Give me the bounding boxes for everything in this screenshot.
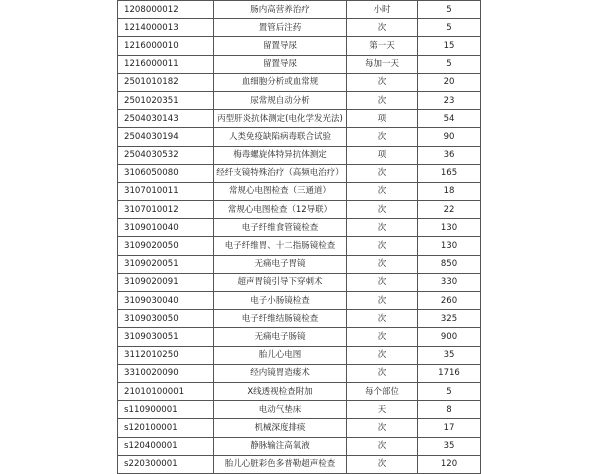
item-code-cell: 3310020090 <box>118 364 214 382</box>
table-row <box>118 255 481 273</box>
table-row <box>118 182 481 200</box>
unit-cell: 次 <box>347 237 418 255</box>
item-name-cell: 电子纤维结肠镜检查 <box>214 310 347 328</box>
item-name-cell: 梅毒螺旋体特异抗体测定 <box>214 146 347 164</box>
item-code-cell: s120400001 <box>118 437 214 455</box>
item-name-cell: 常规心电图检查（三通道） <box>214 182 347 200</box>
price-cell: 20 <box>418 73 481 91</box>
item-code-cell: 3109020051 <box>118 255 214 273</box>
item-name-cell: 常规心电图检查（12导联） <box>214 201 347 219</box>
unit-cell: 次 <box>347 292 418 310</box>
unit-cell: 项 <box>347 110 418 128</box>
item-code-cell: 3112010250 <box>118 346 214 364</box>
item-name-cell: 电动气垫床 <box>214 401 347 419</box>
item-name-cell: 经内镜胃造瘘术 <box>214 364 347 382</box>
price-cell: 15 <box>418 37 481 55</box>
price-cell: 8 <box>418 401 481 419</box>
unit-cell: 第一天 <box>347 37 418 55</box>
unit-cell: 次 <box>347 437 418 455</box>
table-row <box>118 401 481 419</box>
item-name-cell: 无痛电子胃镜 <box>214 255 347 273</box>
price-cell: 330 <box>418 273 481 291</box>
table-row <box>118 455 481 473</box>
price-cell: 35 <box>418 437 481 455</box>
item-name-cell: 肠内高营养治疗 <box>214 1 347 19</box>
table-row <box>118 146 481 164</box>
price-cell: 260 <box>418 292 481 310</box>
price-cell: 5 <box>418 55 481 73</box>
item-code-cell: 3109030051 <box>118 328 214 346</box>
price-cell: 54 <box>418 110 481 128</box>
unit-cell: 每个部位 <box>347 382 418 400</box>
table-row <box>118 37 481 55</box>
item-code-cell: 1216000010 <box>118 37 214 55</box>
table-row <box>118 237 481 255</box>
item-code-cell: 1214000013 <box>118 19 214 37</box>
item-code-cell: s120100001 <box>118 419 214 437</box>
price-cell: 130 <box>418 219 481 237</box>
item-code-cell: 21010100001 <box>118 382 214 400</box>
unit-cell: 次 <box>347 328 418 346</box>
unit-cell: 次 <box>347 19 418 37</box>
table-row <box>118 19 481 37</box>
table-row <box>118 273 481 291</box>
item-name-cell: 超声胃镜引导下穿刺术 <box>214 273 347 291</box>
unit-cell: 次 <box>347 273 418 291</box>
item-name-cell: 电子纤维食管镜检查 <box>214 219 347 237</box>
unit-cell: 天 <box>347 401 418 419</box>
item-code-cell: 1216000011 <box>118 55 214 73</box>
unit-cell: 次 <box>347 91 418 109</box>
fee-schedule-table <box>117 0 481 474</box>
table-row <box>118 419 481 437</box>
item-name-cell: 丙型肝炎抗体测定(电化学发光法) <box>214 110 347 128</box>
item-name-cell: 血细胞分析或血常规 <box>214 73 347 91</box>
price-cell: 90 <box>418 128 481 146</box>
item-code-cell: 2504030143 <box>118 110 214 128</box>
unit-cell: 次 <box>347 310 418 328</box>
item-code-cell: 3109020091 <box>118 273 214 291</box>
item-name-cell: 胎儿心电图 <box>214 346 347 364</box>
unit-cell: 小时 <box>347 1 418 19</box>
price-cell: 325 <box>418 310 481 328</box>
table-row <box>118 1 481 19</box>
table-row <box>118 346 481 364</box>
table-row <box>118 91 481 109</box>
item-name-cell: 无痛电子肠镜 <box>214 328 347 346</box>
price-cell: 5 <box>418 19 481 37</box>
unit-cell: 次 <box>347 128 418 146</box>
price-cell: 130 <box>418 237 481 255</box>
price-cell: 22 <box>418 201 481 219</box>
unit-cell: 项 <box>347 146 418 164</box>
unit-cell: 次 <box>347 164 418 182</box>
item-name-cell: 电子小肠镜检查 <box>214 292 347 310</box>
item-code-cell: 2504030532 <box>118 146 214 164</box>
table-row <box>118 437 481 455</box>
item-code-cell: 3109020050 <box>118 237 214 255</box>
item-name-cell: 人类免疫缺陷病毒联合试验 <box>214 128 347 146</box>
price-cell: 35 <box>418 346 481 364</box>
price-cell: 17 <box>418 419 481 437</box>
table-row <box>118 55 481 73</box>
price-cell: 5 <box>418 382 481 400</box>
unit-cell: 次 <box>347 219 418 237</box>
item-code-cell: 2501020351 <box>118 91 214 109</box>
price-cell: 1716 <box>418 364 481 382</box>
table-row <box>118 128 481 146</box>
unit-cell: 次 <box>347 201 418 219</box>
price-cell: 18 <box>418 182 481 200</box>
item-name-cell: 留置导尿 <box>214 55 347 73</box>
item-code-cell: 3109030050 <box>118 310 214 328</box>
item-code-cell: 3109030040 <box>118 292 214 310</box>
unit-cell: 次 <box>347 455 418 473</box>
unit-cell: 次 <box>347 419 418 437</box>
price-cell: 120 <box>418 455 481 473</box>
unit-cell: 次 <box>347 255 418 273</box>
price-cell: 165 <box>418 164 481 182</box>
item-code-cell: s110900001 <box>118 401 214 419</box>
price-cell: 36 <box>418 146 481 164</box>
item-name-cell: X线透视检查附加 <box>214 382 347 400</box>
price-cell: 5 <box>418 1 481 19</box>
table-row <box>118 219 481 237</box>
item-name-cell: 胎儿心脏彩色多普勒超声检查 <box>214 455 347 473</box>
table-row <box>118 164 481 182</box>
price-cell: 900 <box>418 328 481 346</box>
table-row <box>118 73 481 91</box>
item-name-cell: 置管后注药 <box>214 19 347 37</box>
item-name-cell: 经纤支镜特殊治疗（高频电治疗） <box>214 164 347 182</box>
table-body <box>118 1 481 474</box>
item-code-cell: 3107010012 <box>118 201 214 219</box>
table-row <box>118 201 481 219</box>
item-name-cell: 留置导尿 <box>214 37 347 55</box>
unit-cell: 次 <box>347 182 418 200</box>
price-cell: 850 <box>418 255 481 273</box>
item-code-cell: 2504030194 <box>118 128 214 146</box>
table-row <box>118 364 481 382</box>
table-row <box>118 292 481 310</box>
table-row <box>118 310 481 328</box>
item-code-cell: s220300001 <box>118 455 214 473</box>
price-cell: 23 <box>418 91 481 109</box>
table-row <box>118 382 481 400</box>
item-name-cell: 电子纤维胃、十二指肠镜检查 <box>214 237 347 255</box>
table-row <box>118 110 481 128</box>
unit-cell: 次 <box>347 364 418 382</box>
item-name-cell: 机械深度排痰 <box>214 419 347 437</box>
item-code-cell: 3109010040 <box>118 219 214 237</box>
unit-cell: 次 <box>347 73 418 91</box>
item-name-cell: 尿常规自动分析 <box>214 91 347 109</box>
unit-cell: 次 <box>347 346 418 364</box>
item-code-cell: 3106050080 <box>118 164 214 182</box>
item-name-cell: 静脉输注高氧液 <box>214 437 347 455</box>
item-code-cell: 3107010011 <box>118 182 214 200</box>
item-code-cell: 1208000012 <box>118 1 214 19</box>
item-code-cell: 2501010182 <box>118 73 214 91</box>
unit-cell: 每加一天 <box>347 55 418 73</box>
table-row <box>118 328 481 346</box>
